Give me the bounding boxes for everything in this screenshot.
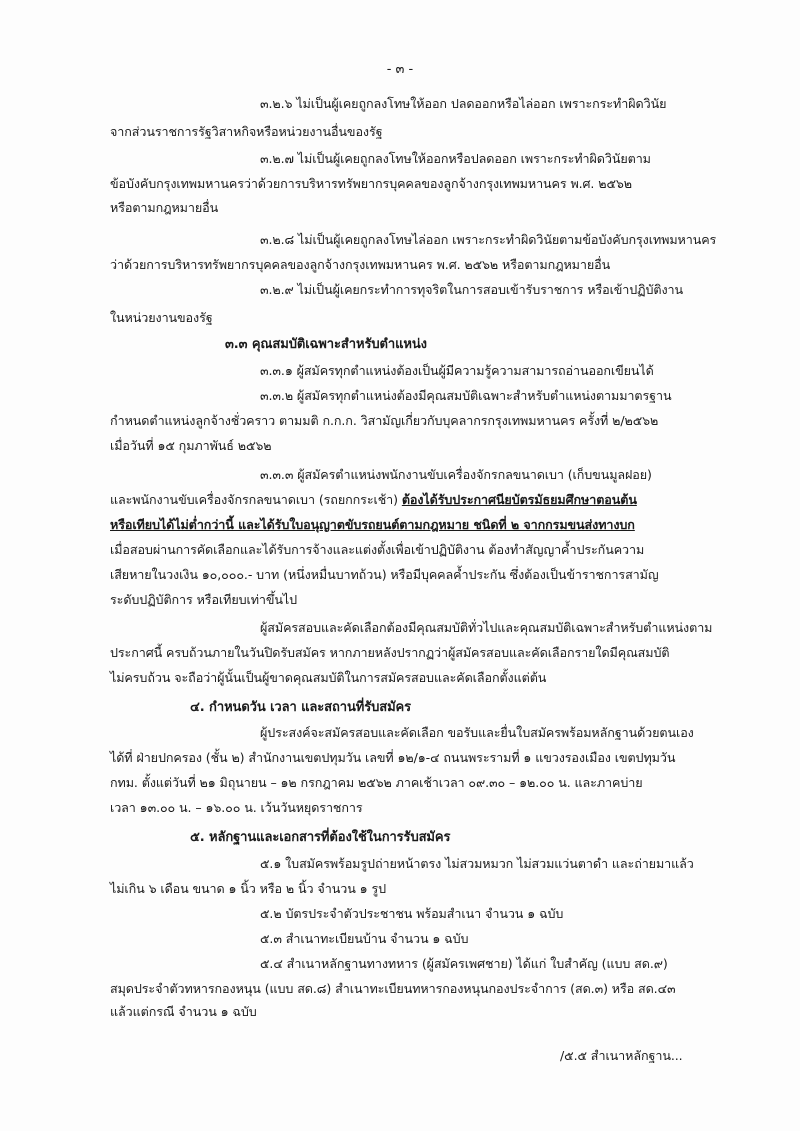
- application-address: ได้ที่ ฝ่ายปกครอง (ชั้น ๒) สำนักงานเขตปทุมวัน เลขที่ ๑๒/๑-๔ ถนนพระรามที่ ๑ แขวงรองเมือง เขตปทุมวัน: [110, 750, 676, 765]
- clause-3-3-2-cont2: เมื่อวันที่ ๑๕ กุมภาพันธ์ ๒๕๖๒: [110, 438, 272, 453]
- heading-5: ๕. หลักฐานและเอกสารที่ต้องใช้ในการรับสมัคร: [190, 830, 451, 845]
- page-number: - ๓ -: [386, 62, 414, 77]
- doc-5-4: ๕.๔ สำเนาหลักฐานทางทหาร (ผู้สมัครเพศชาย) ได้แก่ ใบสำคัญ (แบบ สด.๙): [260, 956, 668, 971]
- doc-5-4-cont2: แล้วแต่กรณี จำนวน ๑ ฉบับ: [110, 1004, 257, 1019]
- heading-4: ๔. กำหนดวัน เวลา และสถานที่รับสมัคร: [190, 700, 412, 715]
- requirement-underlined-cont: หรือเทียบได้ไม่ต่ำกว่านี้ และได้รับใบอนุญาตขับรถยนต์ตามกฎหมาย ชนิดที่ ๒ จากกรมขนส่งทางบก: [110, 517, 635, 532]
- requirement-underlined: ต้องได้รับประกาศนียบัตรมัธยมศึกษาตอนต้น: [401, 492, 637, 507]
- clause-3-2-6: ๓.๒.๖ ไม่เป็นผู้เคยถูกลงโทษให้ออก ปลดออกหรือไล่ออก เพราะกระทำผิดวินัย: [260, 96, 667, 111]
- clause-3-2-7-cont2: หรือตามกฎหมายอื่น: [110, 200, 219, 215]
- clause-3-2-8-cont: ว่าด้วยการบริหารทรัพยากรบุคคลของลูกจ้างกรุงเทพมหานคร พ.ศ. ๒๕๖๒ หรือตามกฎหมายอื่น: [110, 257, 611, 272]
- clause-3-2-9-cont: ในหน่วยงานของรัฐ: [110, 310, 213, 325]
- doc-5-1: ๕.๑ ใบสมัครพร้อมรูปถ่ายหน้าตรง ไม่สวมหมวก ไม่สวมแว่นตาดำ และถ่ายมาแล้ว: [260, 856, 694, 871]
- clause-3-3-2-cont: กำหนดตำแหน่งลูกจ้างชั่วคราว ตามมติ ก.ก.ก. วิสามัญเกี่ยวกับบุคลากรกรุงเทพมหานคร ครั้งที่ ๒/๒๕๖๒: [110, 413, 659, 428]
- qualification-note: ผู้สมัครสอบและคัดเลือกต้องมีคุณสมบัติทั่วไปและคุณสมบัติเฉพาะสำหรับตำแหน่งตาม: [260, 620, 713, 635]
- heading-3-3: ๓.๓ คุณสมบัติเฉพาะสำหรับตำแหน่ง: [225, 337, 427, 352]
- clause-3-2-6-cont: จากส่วนราชการรัฐวิสาหกิจหรือหน่วยงานอื่นของรัฐ: [110, 124, 383, 139]
- doc-5-3: ๕.๓ สำเนาทะเบียนบ้าน จำนวน ๑ ฉบับ: [260, 931, 469, 946]
- doc-5-1-cont: ไม่เกิน ๖ เดือน ขนาด ๑ นิ้ว หรือ ๒ นิ้ว จำนวน ๑ รูป: [110, 881, 387, 896]
- clause-3-3-3-text: และพนักงานขับเครื่องจักรกลขนาดเบา (รถยกกระเช้า): [110, 492, 402, 507]
- doc-5-4-cont: สมุดประจำตัวทหารกองหนุน (แบบ สด.๘) สำเนาทะเบียนทหารกองหนุนกองประจำการ (สด.๓) หรือ สด.๔๓: [110, 981, 676, 996]
- clause-3-3-3-cont4: เสียหายในวงเงิน ๑๐,๐๐๐.- บาท (หนึ่งหมื่นบาทถ้วน) หรือมีบุคคลค้ำประกัน ซึ่งต้องเป็นข้าราชการสามัญ: [110, 567, 659, 582]
- clause-3-3-3-cont: [110, 492, 637, 508]
- clause-3-2-7: ๓.๒.๗ ไม่เป็นผู้เคยถูกลงโทษให้ออกหรือปลดออก เพราะกระทำผิดวินัยตาม: [260, 151, 651, 166]
- clause-3-3-3-cont3: เมื่อสอบผ่านการคัดเลือกและได้รับการจ้างและแต่งตั้งเพื่อเข้าปฏิบัติงาน ต้องทำสัญญาค้ำประกันความ: [110, 542, 645, 557]
- application-times: เวลา ๑๓.๐๐ น. – ๑๖.๐๐ น. เว้นวันหยุดราชการ: [110, 800, 363, 815]
- clause-3-3-1: ๓.๓.๑ ผู้สมัครทุกตำแหน่งต้องเป็นผู้มีความรู้ความสามารถอ่านออกเขียนได้: [260, 363, 654, 378]
- qualification-note-cont: ประกาศนี้ ครบถ้วนภายในวันปิดรับสมัคร หากภายหลังปรากฏว่าผู้สมัครสอบและคัดเลือกรายใดมีคุณสมบัติ: [110, 645, 670, 660]
- doc-5-2: ๕.๒ บัตรประจำตัวประชาชน พร้อมสำเนา จำนวน ๑ ฉบับ: [260, 906, 564, 921]
- application-text: ผู้ประสงค์จะสมัครสอบและคัดเลือก ขอรับและยื่นใบสมัครพร้อมหลักฐานด้วยตนเอง: [260, 725, 694, 740]
- clause-3-3-2: ๓.๓.๒ ผู้สมัครทุกตำแหน่งต้องมีคุณสมบัติเฉพาะสำหรับตำแหน่งตามมาตรฐาน: [260, 388, 672, 403]
- continuation-footer: /๕.๕ สำเนาหลักฐาน...: [560, 1048, 683, 1063]
- clause-3-2-9: ๓.๒.๙ ไม่เป็นผู้เคยกระทำการทุจริตในการสอบเข้ารับราชการ หรือเข้าปฏิบัติงาน: [260, 282, 684, 297]
- qualification-note-cont2: ไม่ครบถ้วน จะถือว่าผู้นั้นเป็นผู้ขาดคุณสมบัติในการสมัครสอบและคัดเลือกตั้งแต่ต้น: [110, 670, 547, 685]
- clause-3-3-3-cont5: ระดับปฏิบัติการ หรือเทียบเท่าขึ้นไป: [110, 592, 298, 607]
- clause-3-2-7-cont: ข้อบังคับกรุงเทพมหานครว่าด้วยการบริหารทรัพยากรบุคคลของลูกจ้างกรุงเทพมหานคร พ.ศ. ๒๕๖๒: [110, 176, 632, 191]
- clause-3-3-3: ๓.๓.๓ ผู้สมัครตำแหน่งพนักงานขับเครื่องจักรกลขนาดเบา (เก็บขนมูลฝอย): [260, 467, 652, 482]
- clause-3-2-8: ๓.๒.๘ ไม่เป็นผู้เคยถูกลงโทษไล่ออก เพราะกระทำผิดวินัยตามข้อบังคับกรุงเทพมหานคร: [260, 232, 717, 247]
- application-dates: กทม. ตั้งแต่วันที่ ๒๑ มิถุนายน – ๑๒ กรกฎาคม ๒๕๖๒ ภาคเช้าเวลา ๐๙.๓๐ – ๑๒.๐๐ น. และภาคบ่าย: [110, 775, 643, 790]
